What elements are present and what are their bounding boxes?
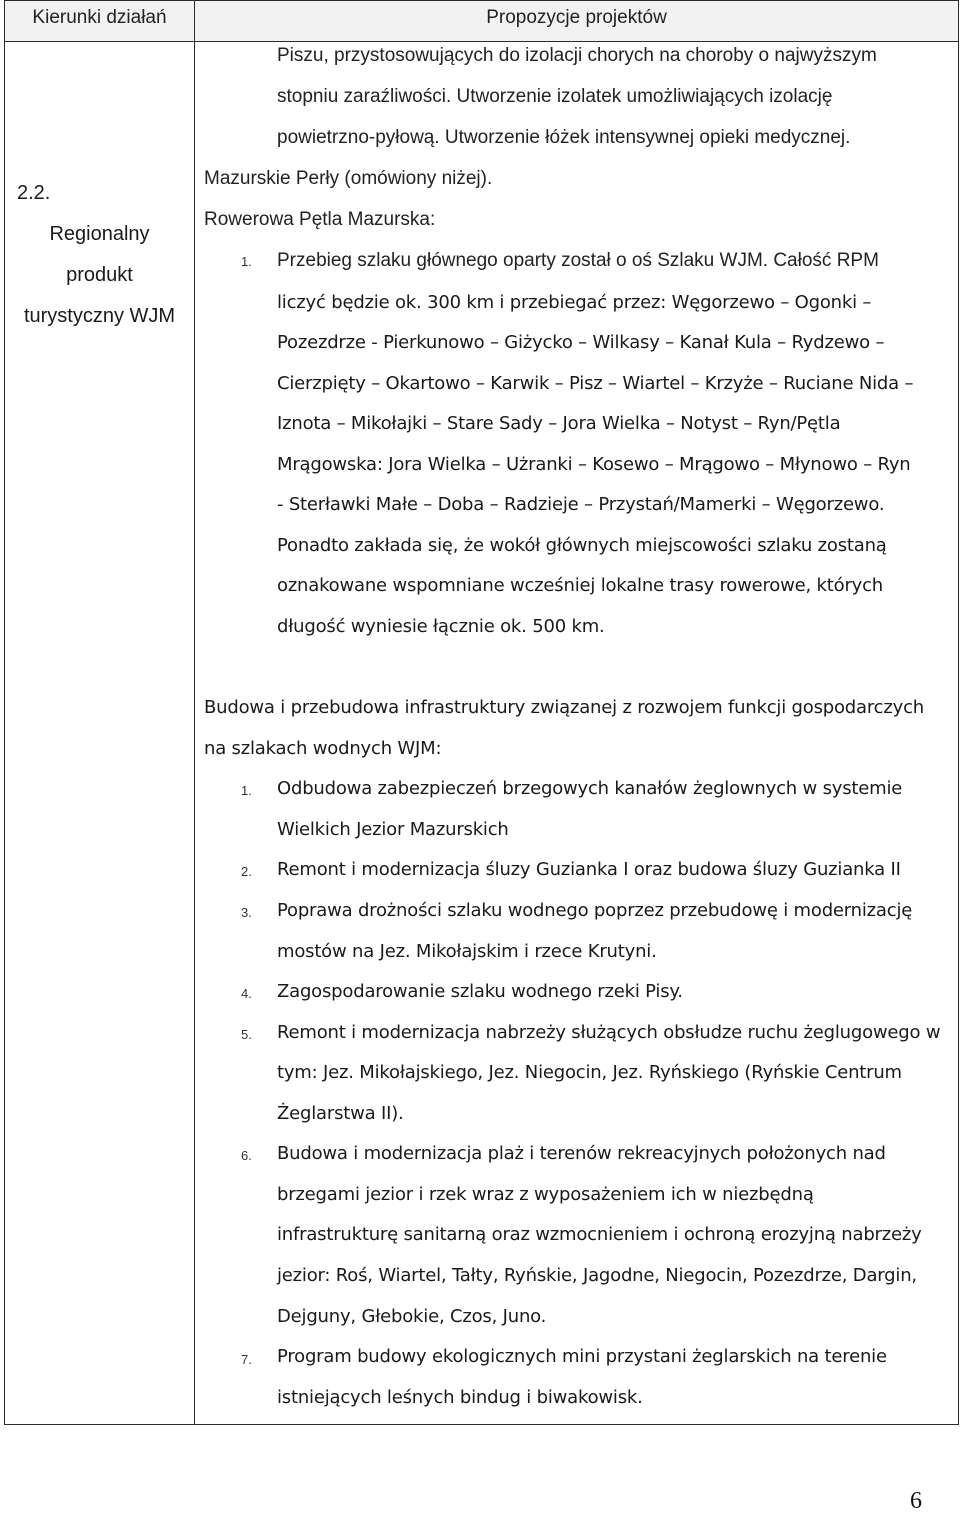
table-header-row — [5, 1, 958, 42]
header-project-proposals: Propozycje projektów — [486, 7, 667, 28]
water-item-number: 2. — [241, 864, 252, 879]
rpm-item-line: Pozezdrze - Pierkunowo – Giżycko – Wilkasy – Kanał Kula – Rydzewo – — [277, 332, 885, 353]
rpm-item-line: Przebieg szlaku głównego oparty został o oś Szlaku WJM. Całość RPM — [277, 250, 879, 271]
direction-title-line: Regionalny — [49, 223, 150, 245]
water-item-number: 7. — [241, 1352, 252, 1367]
rpm-item-number: 1. — [241, 254, 252, 269]
water-heading-line: Budowa i przebudowa infrastruktury związanej z rozwojem funkcji gospodarczych — [204, 697, 924, 718]
water-item-line: Żeglarstwa II). — [277, 1103, 404, 1124]
water-item-line: Zagospodarowanie szlaku wodnego rzeki Pisy. — [277, 981, 683, 1002]
water-item-number: 6. — [241, 1148, 252, 1163]
rpm-item-line: Mrągowska: Jora Wielka – Użranki – Kosewo – Mrągowo – Młynowo – Ryn — [277, 454, 911, 475]
direction-title-line: turystyczny WJM — [23, 304, 176, 327]
direction-code: 2.2. — [17, 182, 51, 204]
column-divider — [194, 1, 195, 1424]
water-item-line: istniejących leśnych bindug i biwakowisk. — [277, 1387, 643, 1408]
water-item-line: Budowa i modernizacja plaż i terenów rekreacyjnych położonych nad — [277, 1143, 886, 1164]
intro-line: stopniu zaraźliwości. Utworzenie izolatek umożliwiających izolację — [277, 86, 833, 107]
water-item-line: Remont i modernizacja nabrzeży służących obsłudze ruchu żeglugowego w — [277, 1022, 941, 1043]
intro-line: Piszu, przystosowujących do izolacji chorych na choroby o najwyższym — [277, 45, 877, 66]
rpm-item-line: Cierzpięty – Okartowo – Karwik – Pisz – Wiartel – Krzyże – Ruciane Nida – — [277, 373, 914, 394]
intro-line: Mazurskie Perły (omówiony niżej). — [204, 168, 493, 189]
water-item-number: 1. — [241, 783, 252, 798]
water-item-line: jezior: Roś, Wiartel, Tałty, Ryńskie, Jagodne, Niegocin, Pozezdrze, Dargin, — [277, 1265, 917, 1286]
water-item-line: Remont i modernizacja śluzy Guzianka I oraz budowa śluzy Guzianka II — [277, 859, 901, 880]
rpm-heading: Rowerowa Pętla Mazurska: — [204, 209, 436, 230]
water-item-number: 4. — [241, 986, 252, 1001]
rpm-item-line: liczyć będzie ok. 300 km i przebiegać przez: Węgorzewo – Ogonki – — [277, 292, 872, 313]
rpm-item-line: długość wyniesie łącznie ok. 500 km. — [277, 616, 605, 637]
rpm-item-line: Ponadto zakłada się, że wokół głównych miejscowości szlaku zostaną — [277, 535, 887, 556]
rpm-item-line: Iznota – Mikołajki – Stare Sady – Jora Wielka – Notyst – Ryn/Pętla — [277, 413, 841, 434]
water-item-number: 5. — [241, 1027, 252, 1042]
water-item-line: infrastrukturę sanitarną oraz wzmocnieniem i ochroną erozyjną nabrzeży — [277, 1224, 922, 1245]
header-directions: Kierunki działań — [32, 7, 167, 28]
water-item-line: Dejguny, Głebokie, Czos, Juno. — [277, 1306, 547, 1327]
direction-title-line: produkt — [66, 263, 133, 286]
rpm-item-line: - Sterławki Małe – Doba – Radzieje – Przystań/Mamerki – Węgorzewo. — [277, 494, 885, 515]
water-item-line: Program budowy ekologicznych mini przystani żeglarskich na terenie — [277, 1346, 887, 1367]
water-item-line: mostów na Jez. Mikołajskim i rzece Krutyni. — [277, 941, 657, 962]
rpm-item-line: oznakowane wspomniane wcześniej lokalne trasy rowerowe, których — [277, 575, 884, 596]
water-item-line: tym: Jez. Mikołajskiego, Jez. Niegocin, Jez. Ryńskiego (Ryńskie Centrum — [277, 1062, 902, 1083]
water-heading-line: na szlakach wodnych WJM: — [204, 738, 442, 759]
water-item-line: brzegami jezior i rzek wraz z wyposażeniem ich w niezbędną — [277, 1184, 814, 1205]
page-number: 6 — [910, 1488, 922, 1514]
water-item-line: Odbudowa zabezpieczeń brzegowych kanałów żeglownych w systemie — [277, 778, 903, 799]
water-item-line: Poprawa drożności szlaku wodnego poprzez przebudowę i modernizację — [277, 900, 913, 921]
intro-line: powietrzno-pyłową. Utworzenie łóżek intensywnej opieki medycznej. — [277, 127, 851, 148]
water-item-number: 3. — [241, 905, 252, 920]
water-item-line: Wielkich Jezior Mazurskich — [277, 819, 509, 840]
